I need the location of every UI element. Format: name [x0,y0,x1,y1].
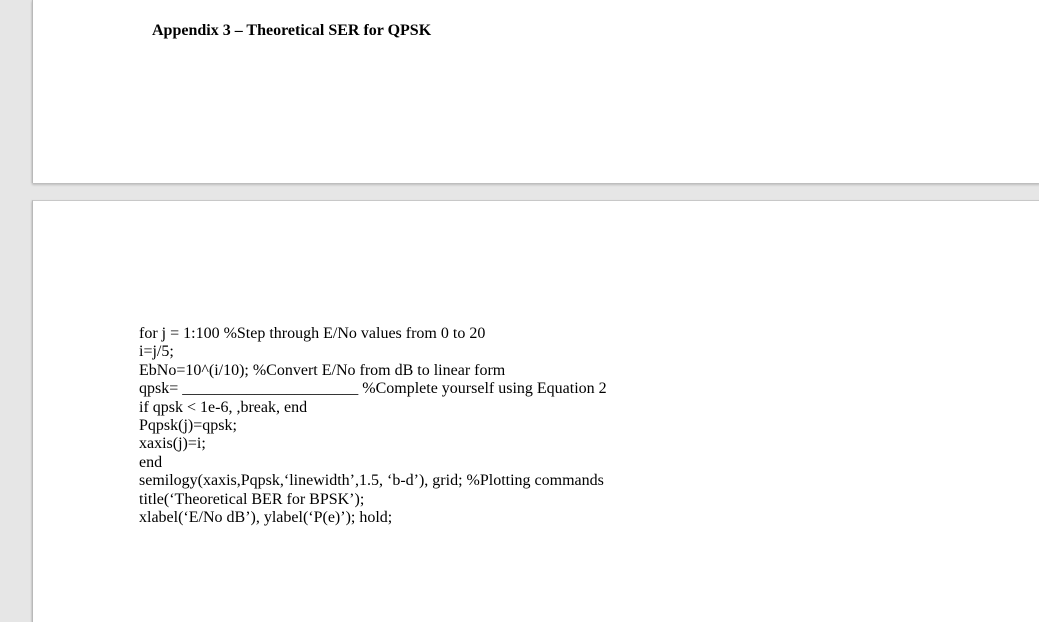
code-line: Pqpsk(j)=qpsk; [139,416,237,434]
code-line: semilogy(xaxis,Pqpsk,‘linewidth’,1.5, ‘b-d’), grid; %Plotting commands [139,472,604,490]
code-block [139,325,607,527]
code-line: xaxis(j)=i; [139,435,206,453]
code-line: end [139,453,163,471]
document-page-1 [32,0,1039,183]
code-line: for j = 1:100 %Step through E/No values from 0 to 20 [139,325,486,342]
code-line: xlabel(‘E/No dB’), ylabel(‘P(e)’); hold; [139,508,393,526]
code-line: qpsk= ______________________ %Complete yourself using Equation 2 [139,380,607,398]
document-page-2 [32,200,1039,622]
code-line: EbNo=10^(i/10); %Convert E/No from dB to linear form [139,361,506,379]
code-line: i=j/5; [139,343,174,361]
code-line: if qpsk < 1e-6, ,break, end [139,398,308,416]
appendix-heading: Appendix 3 – Theoretical SER for QPSK [152,22,432,39]
code-line: title(‘Theoretical BER for BPSK’); [139,490,365,508]
